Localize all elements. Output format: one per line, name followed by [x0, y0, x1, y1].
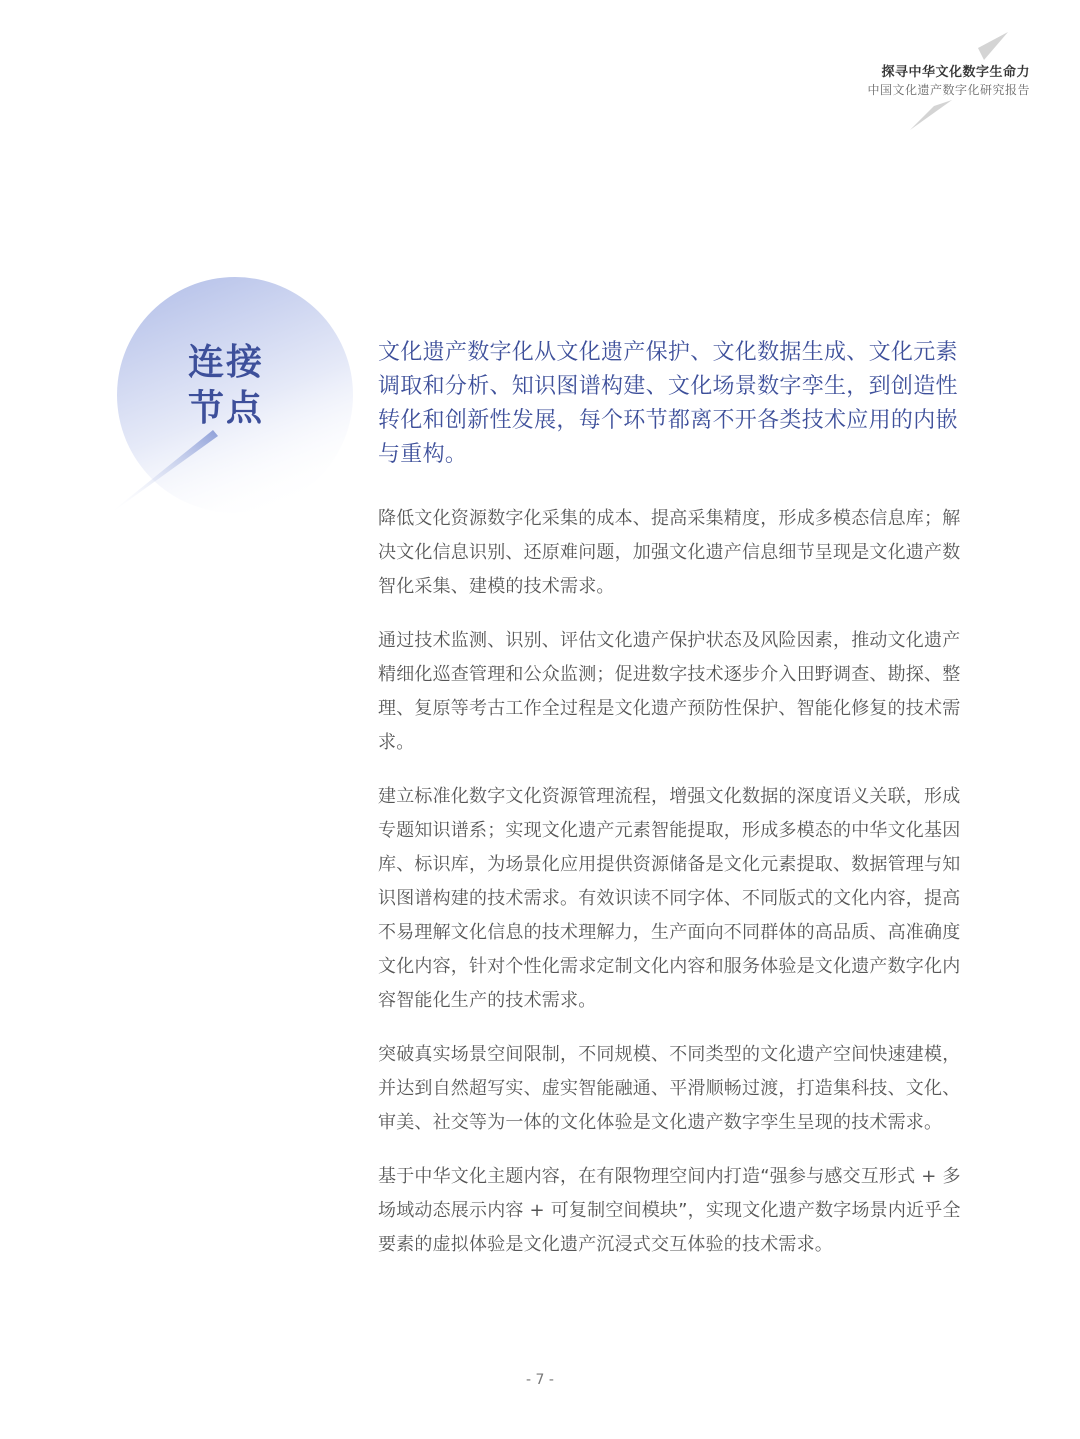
body-paragraph: 基于中华文化主题内容，在有限物理空间内打造“强参与感交互形式 + 多场域动态展示内容 + 可复制空间模块”，实现文化遗产数字场景内近乎全要素的虚拟体验是文化遗产沉浸式交互体验的技术需求。: [378, 1166, 961, 1255]
page-number: - 7 -: [526, 1372, 554, 1388]
report-header: [867, 64, 1030, 98]
section-title-line-2: 节点: [188, 388, 265, 429]
body-paragraph: 建立标准化数字文化资源管理流程，增强文化数据的深度语义关联，形成专题知识谱系；实现文化遗产元素智能提取，形成多模态的中华文化基因库、标识库，为场景化应用提供资源储备是文化元素提取、数据管理与知识图谱构建的技术需求。有效识读不同字体、不同版式的文化内容，提高不易理解文化信息的技术理解力，生产面向不同群体的高品质、高准确度文化内容，针对个性化需求定制文化内容和服务体验是文化遗产数字化内容智能化生产的技术需求。: [378, 786, 961, 1011]
section-title: [188, 340, 264, 432]
body-paragraph: 降低文化资源数字化采集的成本、提高采集精度，形成多模态信息库；解决文化信息识别、还原难问题，加强文化遗产信息细节呈现是文化遗产数智化采集、建模的技术需求。: [378, 508, 961, 597]
section-title-line-1: 连接: [188, 342, 265, 383]
report-subtitle: 中国文化遗产数字化研究报告: [867, 83, 1030, 97]
body-paragraph: 突破真实场景空间限制，不同规模、不同类型的文化遗产空间快速建模，并达到自然超写实、虚实智能融通、平滑顺畅过渡，打造集科技、文化、审美、社交等为一体的文化体验是文化遗产数字孪生呈现的技术需求。: [378, 1044, 961, 1133]
main-content: [378, 336, 974, 1282]
report-title: 探寻中华文化数字生命力: [881, 65, 1030, 80]
lead-paragraph: 文化遗产数字化从文化遗产保护、文化数据生成、文化元素调取和分析、知识图谱构建、文化场景数字孪生，到创造性转化和创新性发展，每个环节都离不开各类技术应用的内嵌与重构。: [378, 340, 958, 467]
body-paragraph: 通过技术监测、识别、评估文化遗产保护状态及风险因素，推动文化遗产精细化巡查管理和公众监测；促进数字技术逐步介入田野调查、勘探、整理、复原等考古工作全过程是文化遗产预防性保护、智能化修复的技术需求。: [378, 630, 961, 753]
